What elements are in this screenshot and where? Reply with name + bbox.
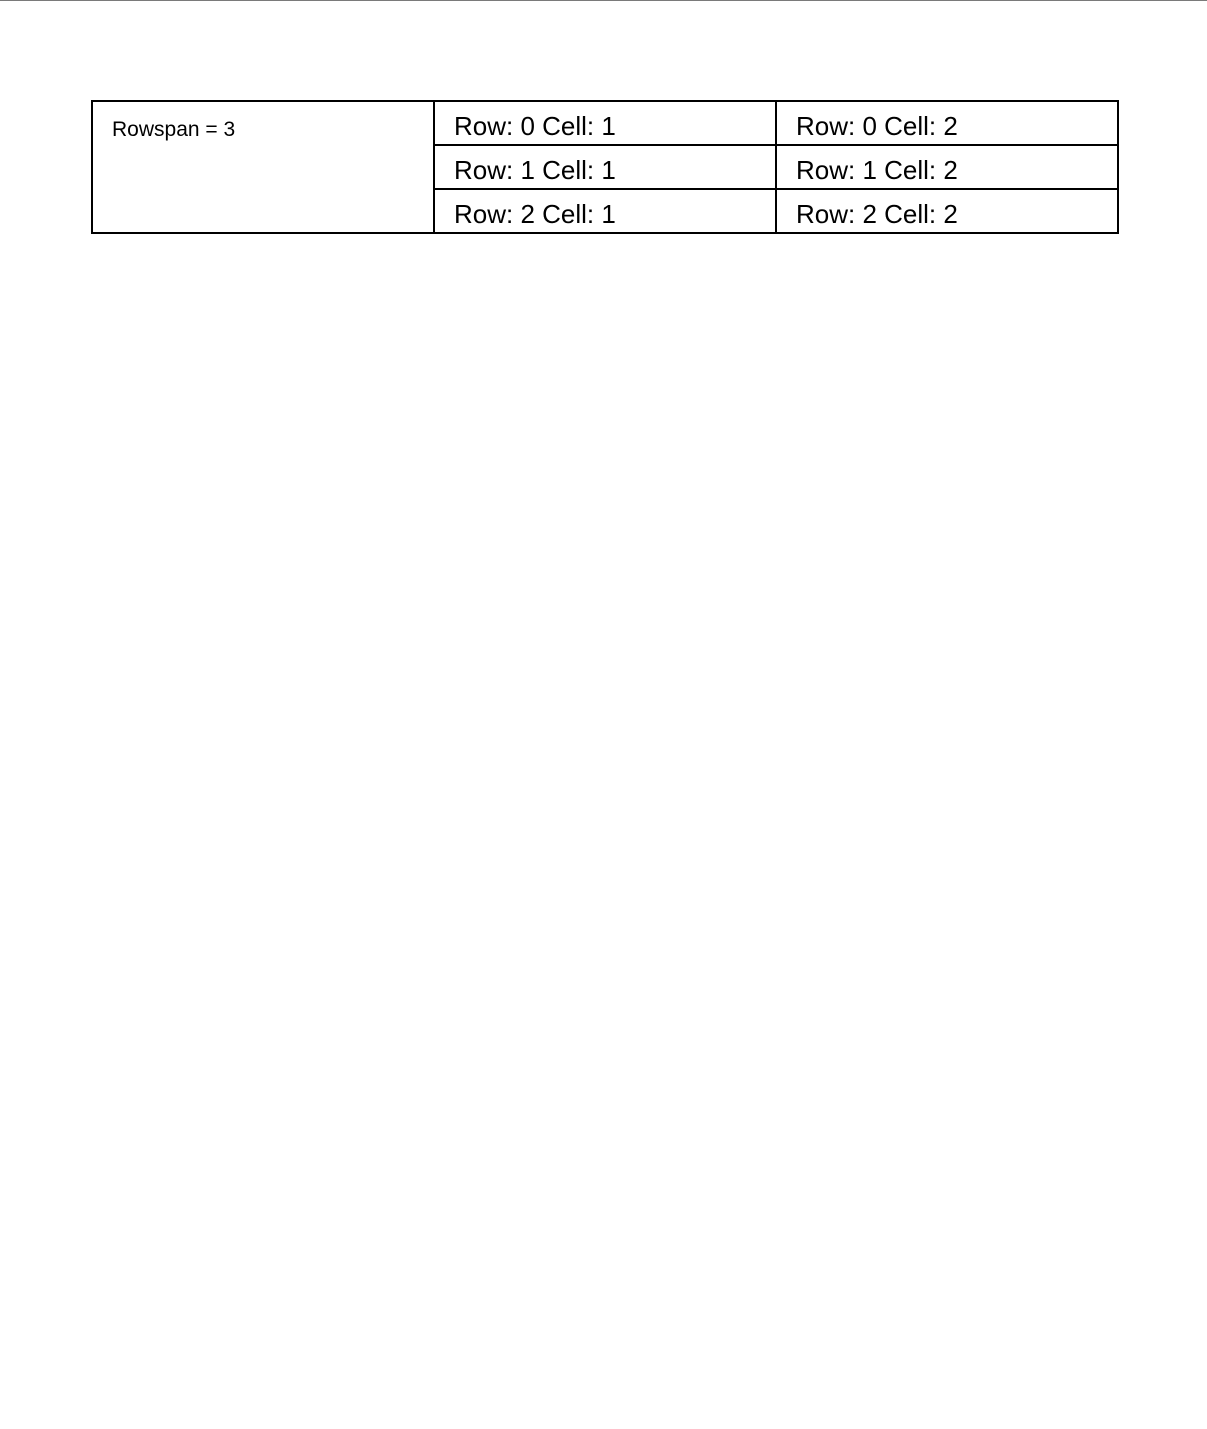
table-cell: Row: 2 Cell: 1 bbox=[434, 189, 776, 233]
table-cell: Row: 1 Cell: 2 bbox=[776, 145, 1118, 189]
rowspan-cell: Rowspan = 3 bbox=[92, 101, 434, 233]
top-divider bbox=[0, 0, 1207, 1]
table-cell: Row: 1 Cell: 1 bbox=[434, 145, 776, 189]
table-cell: Row: 2 Cell: 2 bbox=[776, 189, 1118, 233]
table-cell: Row: 0 Cell: 2 bbox=[776, 101, 1118, 145]
rowspan-table bbox=[91, 100, 1119, 234]
table-cell: Row: 0 Cell: 1 bbox=[434, 101, 776, 145]
table-row bbox=[92, 101, 1118, 145]
